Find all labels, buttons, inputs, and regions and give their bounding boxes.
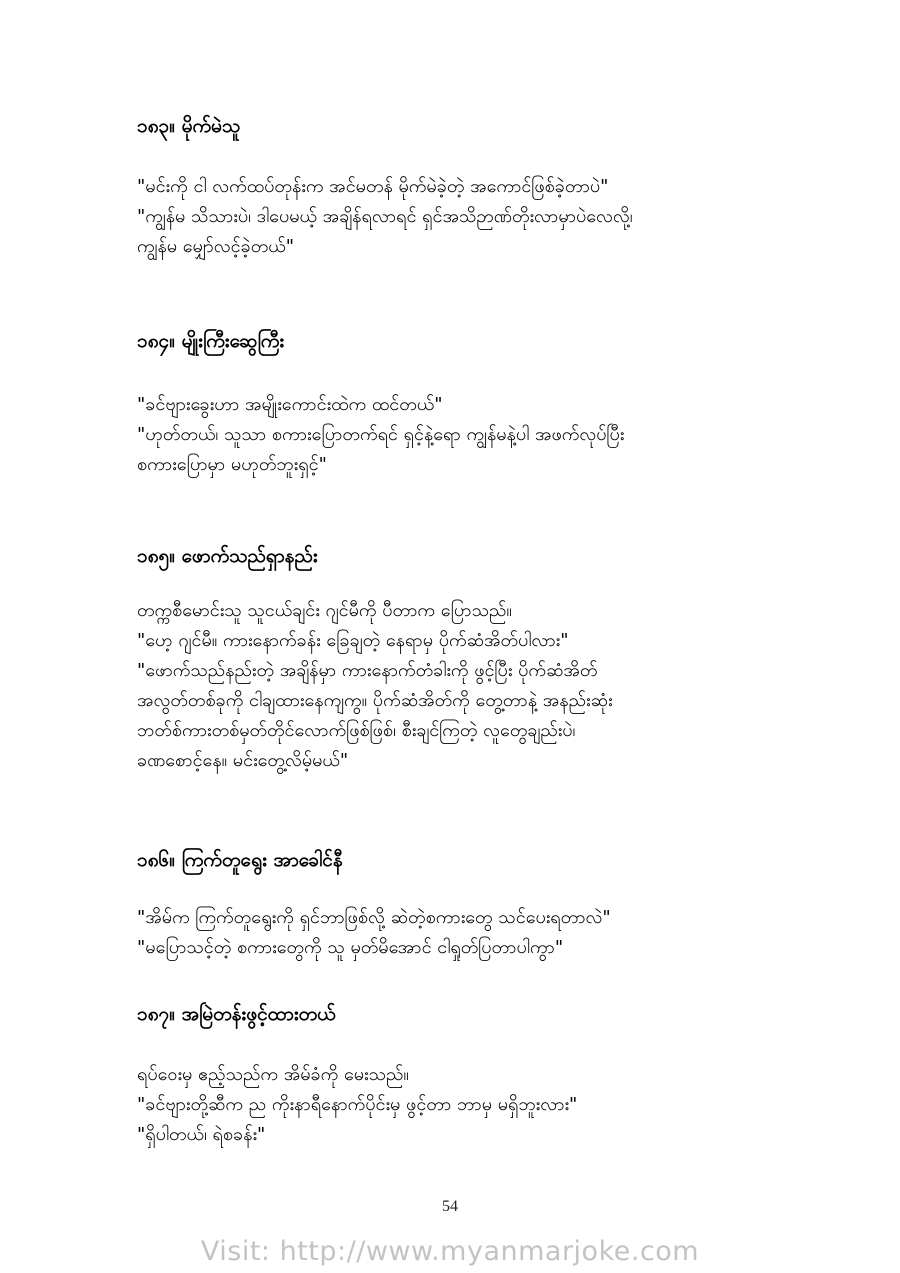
text-line: စကားပြောမှာ မဟုတ်ဘူးရှင့်" (137, 454, 327, 475)
text-line: ခဏစောင့်နေ။ မင်းတွေ့လိမ့်မယ်" (137, 750, 349, 771)
section-body (137, 1060, 777, 1150)
text-line: "မပြောသင့်တဲ့ စကားတွေကို သူ မှတ်မိအောင် ငါရှုတ်ပြတာပါကွာ" (137, 937, 564, 958)
text-line: ရပ်ဝေးမှ ဧည့်သည်က အိမ်ခံကို မေးသည်။ (137, 1064, 409, 1085)
text-line: "ခင်ဗျားခွေးဟာ အမျိုးကောင်းထဲက ထင်တယ်" (137, 394, 443, 415)
text-line: "ခင်ဗျားတို့ဆီက ည ကိုးနာရီနောက်ပိုင်းမှ ဖွင့်တာ ဘာမှ မရှိဘူးလား" (137, 1094, 578, 1115)
section-body (137, 903, 777, 963)
watermark-link[interactable]: Visit: http://www.myanmarjoke.com (200, 1236, 700, 1267)
section-heading: ၁၈၅။ ဖောက်သည်ရှာနည်း (137, 545, 318, 567)
text-line: "ရှိပါတယ်၊ ရဲစခန်း" (137, 1124, 266, 1145)
text-line: "ဟုတ်တယ်၊ သူသာ စကားပြောတက်ရင် ရှင့်နဲ့ရော ကျွန်မနဲ့ပါ အဖက်လုပ်ပြီး (137, 424, 625, 445)
section-heading: ၁၈၇။ အမြဲတန်းဖွင့်ထားတယ် (137, 1003, 336, 1025)
text-line: အလွတ်တစ်ခုကို ငါချထားနေကျကွ။ ပိုက်ဆံအိတ်ကို တွေ့တာနဲ့ အနည်းဆုံး (137, 690, 613, 711)
text-line: "ကျွန်မ သိသားပဲ၊ ဒါပေမယ့် အချိန်ရလာရင် ရှင်အသိဉာဏ်တိုးလာမှာပဲလေလို့၊ (137, 206, 633, 227)
text-line: "အိမ်က ကြက်တူရွေးကို ရှင်ဘာဖြစ်လို့ ဆဲတဲ့စကားတွေ သင်ပေးရတာလဲ" (137, 907, 611, 928)
section-heading: ၁၈၆။ ကြက်တူရွေး အာခေါင်နီ (137, 849, 343, 871)
text-line: "မင်းကို ငါ လက်ထပ်တုန်းက အင်မတန် မိုက်မဲခဲ့တဲ့ အကောင်ဖြစ်ခဲ့တာပဲ" (137, 176, 609, 197)
section-heading: ၁၈၃။ မိုက်မဲသူ (137, 115, 241, 137)
section-body (137, 390, 777, 480)
section-heading: ၁၈၄။ မျိုးကြီးဆွေကြီး (137, 330, 285, 352)
text-line: တက္ကစီမောင်းသူ သူငယ်ချင်း ဂျင်မီကို ပီတာက ပြောသည်။ (137, 600, 512, 621)
page-number: 54 (442, 1198, 458, 1215)
section-body (137, 596, 777, 776)
text-line: ကျွန်မ မျှော်လင့်ခဲ့တယ်" (137, 236, 295, 257)
text-line: "ဖောက်သည်နည်းတဲ့ အချိန်မှာ ကားနောက်တံခါးကို ဖွင့်ပြီး ပိုက်ဆံအိတ် (137, 660, 598, 681)
section-body (137, 172, 777, 262)
text-line: "ဟေ့ ဂျင်မီ။ ကားနောက်ခန်း ခြေချတဲ့ နေရာမှ ပိုက်ဆံအိတ်ပါလား" (137, 630, 569, 651)
text-line: ဘတ်စ်ကားတစ်မှတ်တိုင်လောက်ဖြစ်ဖြစ်၊ စီးချင်ကြတဲ့ လူတွေချည်းပဲ၊ (137, 720, 576, 741)
